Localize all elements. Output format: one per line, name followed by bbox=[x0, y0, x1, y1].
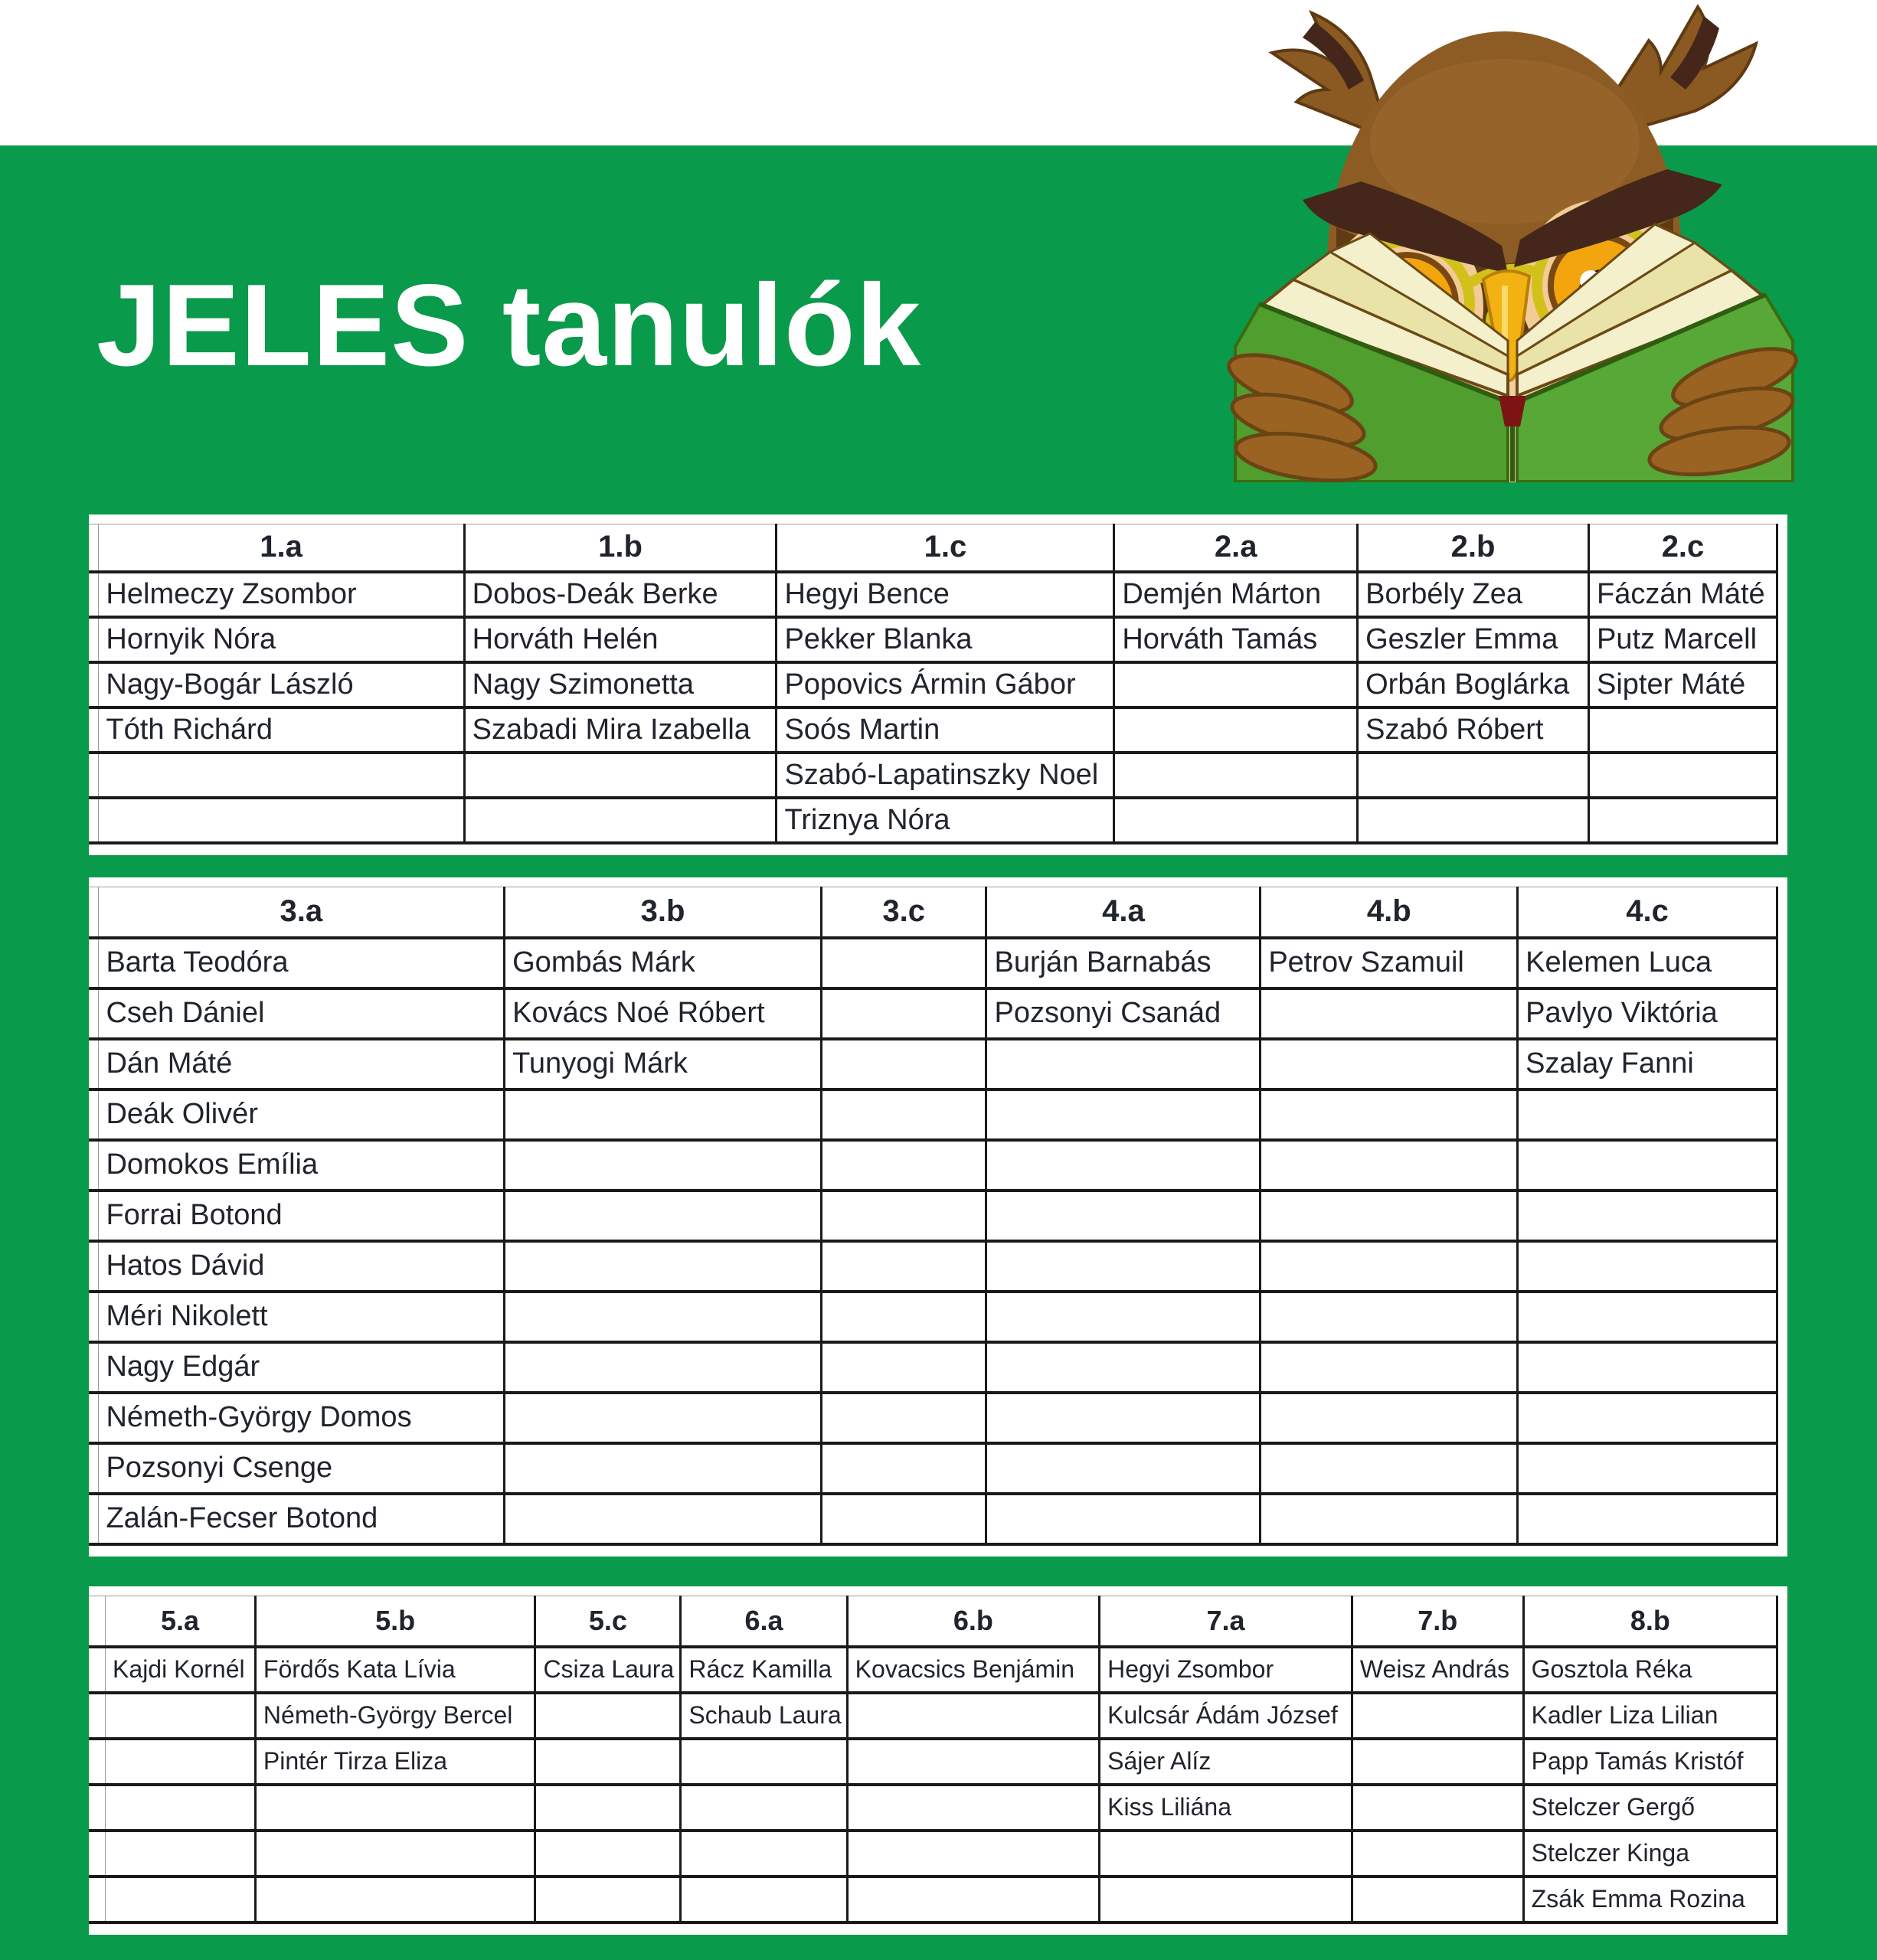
student-name-cell: Stelczer Gergő bbox=[1523, 1785, 1777, 1831]
student-name-cell: Stelczer Kinga bbox=[1523, 1831, 1777, 1877]
cropped-column-sliver bbox=[89, 1693, 106, 1739]
column-header-2.a: 2.a bbox=[1114, 524, 1358, 572]
student-name-cell: Kovacsics Benjámin bbox=[847, 1647, 1099, 1693]
student-name-cell: Domokos Emília bbox=[99, 1140, 505, 1191]
student-name-cell: Pozsonyi Csenge bbox=[99, 1443, 505, 1494]
cropped-column-sliver bbox=[89, 662, 99, 707]
student-name-cell: Kelemen Luca bbox=[1518, 938, 1777, 988]
table-row bbox=[89, 798, 1777, 843]
student-name-cell: Németh-György Bercel bbox=[255, 1693, 535, 1739]
students-table-grades-3-4 bbox=[89, 887, 1778, 1546]
cropped-column-sliver bbox=[89, 572, 99, 617]
table-row bbox=[89, 1241, 1777, 1292]
empty-cell bbox=[847, 1785, 1099, 1831]
table-row bbox=[89, 707, 1777, 753]
empty-cell bbox=[1352, 1693, 1523, 1739]
student-name-cell: Nagy Szimonetta bbox=[464, 662, 777, 707]
grades-5-8-table-section bbox=[89, 1586, 1787, 1935]
cropped-column-sliver bbox=[89, 1831, 106, 1877]
student-name-cell: Sájer Alíz bbox=[1100, 1739, 1352, 1785]
empty-cell bbox=[255, 1785, 535, 1831]
table-row bbox=[89, 1393, 1777, 1443]
empty-cell bbox=[106, 1831, 256, 1877]
empty-cell bbox=[681, 1877, 847, 1922]
student-name-cell: Barta Teodóra bbox=[99, 938, 505, 988]
column-header-4.a: 4.a bbox=[986, 887, 1261, 938]
student-name-cell: Demjén Márton bbox=[1114, 572, 1358, 617]
empty-cell bbox=[505, 1140, 822, 1191]
empty-cell bbox=[505, 1342, 822, 1393]
grades-1-2-table-section bbox=[89, 514, 1787, 855]
student-name-cell: Borbély Zea bbox=[1358, 572, 1589, 617]
student-name-cell: Popovics Ármin Gábor bbox=[777, 662, 1114, 707]
column-header-3.a: 3.a bbox=[99, 887, 505, 938]
empty-cell bbox=[1261, 1140, 1518, 1191]
empty-cell bbox=[986, 1292, 1261, 1342]
column-header-2.c: 2.c bbox=[1589, 524, 1777, 572]
empty-cell bbox=[986, 1191, 1261, 1241]
empty-cell bbox=[821, 1292, 986, 1342]
empty-cell bbox=[99, 798, 464, 843]
empty-cell bbox=[505, 1443, 822, 1494]
student-name-cell: Dobos-Deák Berke bbox=[464, 572, 777, 617]
empty-cell bbox=[535, 1739, 681, 1785]
table-row bbox=[89, 753, 1777, 798]
table-row bbox=[89, 1039, 1777, 1089]
student-name-cell: Putz Marcell bbox=[1589, 617, 1777, 662]
empty-cell bbox=[1518, 1191, 1777, 1241]
student-name-cell: Zsák Emma Rozina bbox=[1523, 1877, 1777, 1922]
cropped-column-sliver bbox=[89, 1877, 106, 1922]
student-name-cell: Szabó Róbert bbox=[1358, 707, 1589, 753]
empty-cell bbox=[681, 1785, 847, 1831]
student-name-cell: Weisz András bbox=[1352, 1647, 1523, 1693]
table-row bbox=[89, 1191, 1777, 1241]
empty-cell bbox=[1114, 798, 1358, 843]
empty-cell bbox=[1114, 707, 1358, 753]
student-name-cell: Kovács Noé Róbert bbox=[505, 988, 822, 1039]
header-row bbox=[89, 1596, 1777, 1647]
student-name-cell: Schaub Laura bbox=[681, 1693, 847, 1739]
student-name-cell: Orbán Boglárka bbox=[1358, 662, 1589, 707]
student-name-cell: Kiss Liliána bbox=[1100, 1785, 1352, 1831]
student-name-cell: Németh-György Domos bbox=[99, 1393, 505, 1443]
empty-cell bbox=[106, 1739, 256, 1785]
empty-cell bbox=[1589, 707, 1777, 753]
cropped-column-sliver bbox=[89, 617, 99, 662]
column-header-1.c: 1.c bbox=[777, 524, 1114, 572]
empty-cell bbox=[1589, 753, 1777, 798]
empty-cell bbox=[1518, 1342, 1777, 1393]
students-table-grades-5-8 bbox=[89, 1596, 1778, 1924]
empty-cell bbox=[986, 1140, 1261, 1191]
empty-cell bbox=[821, 938, 986, 988]
cropped-column-sliver bbox=[89, 1292, 99, 1342]
student-name-cell: Dán Máté bbox=[99, 1039, 505, 1089]
student-name-cell: Helmeczy Zsombor bbox=[99, 572, 464, 617]
empty-cell bbox=[821, 1039, 986, 1089]
table-row bbox=[89, 1693, 1777, 1739]
column-header-7.a: 7.a bbox=[1100, 1596, 1352, 1647]
student-name-cell: Szabadi Mira Izabella bbox=[464, 707, 777, 753]
column-header-3.c: 3.c bbox=[821, 887, 986, 938]
table-row bbox=[89, 1089, 1777, 1140]
column-header-5.b: 5.b bbox=[255, 1596, 535, 1647]
empty-cell bbox=[1518, 1494, 1777, 1544]
empty-cell bbox=[1114, 753, 1358, 798]
student-name-cell: Petrov Szamuil bbox=[1261, 938, 1518, 988]
empty-cell bbox=[106, 1877, 256, 1922]
empty-cell bbox=[255, 1877, 535, 1922]
cropped-column-sliver bbox=[89, 1039, 99, 1089]
empty-cell bbox=[1352, 1739, 1523, 1785]
student-name-cell: Cseh Dániel bbox=[99, 988, 505, 1039]
column-header-3.b: 3.b bbox=[505, 887, 822, 938]
empty-cell bbox=[1261, 1494, 1518, 1544]
student-name-cell: Hornyik Nóra bbox=[99, 617, 464, 662]
cropped-column-sliver bbox=[89, 1241, 99, 1292]
cropped-column-sliver bbox=[89, 1739, 106, 1785]
empty-cell bbox=[847, 1831, 1099, 1877]
empty-cell bbox=[1261, 1039, 1518, 1089]
cropped-column-sliver bbox=[89, 1785, 106, 1831]
cropped-column-sliver bbox=[89, 1191, 99, 1241]
student-name-cell: Forrai Botond bbox=[99, 1191, 505, 1241]
empty-cell bbox=[505, 1191, 822, 1241]
cropped-column-sliver bbox=[89, 1342, 99, 1393]
cropped-column-sliver bbox=[89, 753, 99, 798]
empty-cell bbox=[99, 753, 464, 798]
column-header-1.b: 1.b bbox=[464, 524, 777, 572]
empty-cell bbox=[986, 1393, 1261, 1443]
column-header-6.a: 6.a bbox=[681, 1596, 847, 1647]
column-header-5.c: 5.c bbox=[535, 1596, 681, 1647]
cropped-column-sliver bbox=[89, 988, 99, 1039]
empty-cell bbox=[505, 1241, 822, 1292]
student-name-cell: Nagy-Bogár László bbox=[99, 662, 464, 707]
student-name-cell: Pekker Blanka bbox=[777, 617, 1114, 662]
empty-cell bbox=[535, 1831, 681, 1877]
empty-cell bbox=[1261, 1342, 1518, 1393]
column-header-7.b: 7.b bbox=[1352, 1596, 1523, 1647]
table-row bbox=[89, 1342, 1777, 1393]
student-name-cell: Fáczán Máté bbox=[1589, 572, 1777, 617]
header-row bbox=[89, 524, 1777, 572]
empty-cell bbox=[986, 1039, 1261, 1089]
empty-cell bbox=[1100, 1877, 1352, 1922]
table-row bbox=[89, 1877, 1777, 1922]
empty-cell bbox=[821, 1342, 986, 1393]
students-table-grades-1-2 bbox=[89, 524, 1778, 844]
column-header-6.b: 6.b bbox=[847, 1596, 1099, 1647]
student-name-cell: Triznya Nóra bbox=[777, 798, 1114, 843]
column-header-2.b: 2.b bbox=[1358, 524, 1589, 572]
empty-cell bbox=[1518, 1393, 1777, 1443]
table-row bbox=[89, 1785, 1777, 1831]
empty-cell bbox=[1261, 1443, 1518, 1494]
cropped-column-sliver bbox=[89, 1647, 106, 1693]
empty-cell bbox=[1518, 1292, 1777, 1342]
student-name-cell: Nagy Edgár bbox=[99, 1342, 505, 1393]
cropped-column-sliver bbox=[89, 1443, 99, 1494]
table-row bbox=[89, 662, 1777, 707]
table-row bbox=[89, 938, 1777, 988]
empty-cell bbox=[464, 753, 777, 798]
cropped-column-sliver bbox=[89, 798, 99, 843]
student-name-cell: Gosztola Réka bbox=[1523, 1647, 1777, 1693]
table-row bbox=[89, 1647, 1777, 1693]
empty-cell bbox=[535, 1693, 681, 1739]
empty-cell bbox=[681, 1831, 847, 1877]
cropped-column-sliver bbox=[89, 1393, 99, 1443]
empty-cell bbox=[847, 1693, 1099, 1739]
empty-cell bbox=[1518, 1443, 1777, 1494]
table-row bbox=[89, 988, 1777, 1039]
column-header-5.a: 5.a bbox=[106, 1596, 256, 1647]
table-row bbox=[89, 1739, 1777, 1785]
empty-cell bbox=[986, 1241, 1261, 1292]
cropped-column-sliver bbox=[89, 1494, 99, 1544]
page-title: JELES tanulók bbox=[96, 260, 922, 390]
empty-cell bbox=[1358, 753, 1589, 798]
empty-cell bbox=[1261, 1241, 1518, 1292]
student-name-cell: Szabó-Lapatinszky Noel bbox=[777, 753, 1114, 798]
column-header-4.b: 4.b bbox=[1261, 887, 1518, 938]
empty-cell bbox=[1352, 1785, 1523, 1831]
empty-cell bbox=[847, 1739, 1099, 1785]
empty-cell bbox=[255, 1831, 535, 1877]
column-header-1.a: 1.a bbox=[99, 524, 464, 572]
student-name-cell: Tóth Richárd bbox=[99, 707, 464, 753]
student-name-cell: Csiza Laura bbox=[535, 1647, 681, 1693]
student-name-cell: Hegyi Bence bbox=[777, 572, 1114, 617]
student-name-cell: Horváth Helén bbox=[464, 617, 777, 662]
student-name-cell: Hatos Dávid bbox=[99, 1241, 505, 1292]
header-row bbox=[89, 887, 1777, 938]
student-name-cell: Pintér Tirza Eliza bbox=[255, 1739, 535, 1785]
student-name-cell: Pozsonyi Csanád bbox=[986, 988, 1261, 1039]
empty-cell bbox=[681, 1739, 847, 1785]
empty-cell bbox=[1261, 1393, 1518, 1443]
student-name-cell: Kadler Liza Lilian bbox=[1523, 1693, 1777, 1739]
student-name-cell: Soós Martin bbox=[777, 707, 1114, 753]
empty-cell bbox=[106, 1785, 256, 1831]
empty-cell bbox=[535, 1877, 681, 1922]
empty-cell bbox=[821, 1191, 986, 1241]
student-name-cell: Hegyi Zsombor bbox=[1100, 1647, 1352, 1693]
student-name-cell: Kajdi Kornél bbox=[106, 1647, 256, 1693]
empty-cell bbox=[986, 1342, 1261, 1393]
grades-3-4-table-section bbox=[89, 877, 1787, 1557]
student-name-cell: Burján Barnabás bbox=[986, 938, 1261, 988]
empty-cell bbox=[505, 1292, 822, 1342]
empty-cell bbox=[821, 1393, 986, 1443]
cropped-column-sliver bbox=[89, 1140, 99, 1191]
empty-cell bbox=[821, 1494, 986, 1544]
empty-cell bbox=[847, 1877, 1099, 1922]
student-name-cell: Rácz Kamilla bbox=[681, 1647, 847, 1693]
cropped-column-sliver bbox=[89, 1089, 99, 1140]
table-row bbox=[89, 1140, 1777, 1191]
cropped-column-sliver bbox=[89, 938, 99, 988]
student-name-cell: Tunyogi Márk bbox=[505, 1039, 822, 1089]
student-name-cell: Geszler Emma bbox=[1358, 617, 1589, 662]
empty-cell bbox=[1114, 662, 1358, 707]
empty-cell bbox=[1352, 1831, 1523, 1877]
owl-reading-book-illustration bbox=[1214, 0, 1819, 482]
empty-cell bbox=[1261, 1191, 1518, 1241]
empty-cell bbox=[1589, 798, 1777, 843]
column-header-4.c: 4.c bbox=[1518, 887, 1777, 938]
empty-cell bbox=[1518, 1089, 1777, 1140]
empty-cell bbox=[1518, 1241, 1777, 1292]
student-name-cell: Papp Tamás Kristóf bbox=[1523, 1739, 1777, 1785]
empty-cell bbox=[106, 1693, 256, 1739]
empty-cell bbox=[821, 1241, 986, 1292]
column-header-8.b: 8.b bbox=[1523, 1596, 1777, 1647]
empty-cell bbox=[1352, 1877, 1523, 1922]
student-name-cell: Szalay Fanni bbox=[1518, 1039, 1777, 1089]
cropped-column-sliver bbox=[89, 887, 99, 938]
empty-cell bbox=[505, 1089, 822, 1140]
empty-cell bbox=[1261, 1089, 1518, 1140]
table-row bbox=[89, 1443, 1777, 1494]
empty-cell bbox=[1358, 798, 1589, 843]
table-row bbox=[89, 1292, 1777, 1342]
student-name-cell: Méri Nikolett bbox=[99, 1292, 505, 1342]
student-name-cell: Horváth Tamás bbox=[1114, 617, 1358, 662]
empty-cell bbox=[535, 1785, 681, 1831]
empty-cell bbox=[1261, 1292, 1518, 1342]
cropped-column-sliver bbox=[89, 1596, 106, 1647]
table-row bbox=[89, 572, 1777, 617]
student-name-cell: Pavlyo Viktória bbox=[1518, 988, 1777, 1039]
student-name-cell: Gombás Márk bbox=[505, 938, 822, 988]
empty-cell bbox=[821, 1089, 986, 1140]
cropped-column-sliver bbox=[89, 707, 99, 753]
empty-cell bbox=[1518, 1140, 1777, 1191]
empty-cell bbox=[505, 1494, 822, 1544]
empty-cell bbox=[1100, 1831, 1352, 1877]
empty-cell bbox=[821, 1443, 986, 1494]
empty-cell bbox=[821, 988, 986, 1039]
table-row bbox=[89, 1494, 1777, 1544]
student-name-cell: Deák Olivér bbox=[99, 1089, 505, 1140]
student-name-cell: Sipter Máté bbox=[1589, 662, 1777, 707]
empty-cell bbox=[986, 1089, 1261, 1140]
student-name-cell: Fördős Kata Lívia bbox=[255, 1647, 535, 1693]
empty-cell bbox=[986, 1494, 1261, 1544]
table-row bbox=[89, 1831, 1777, 1877]
empty-cell bbox=[821, 1140, 986, 1191]
empty-cell bbox=[505, 1393, 822, 1443]
empty-cell bbox=[464, 798, 777, 843]
cropped-column-sliver bbox=[89, 524, 99, 572]
student-name-cell: Kulcsár Ádám József bbox=[1100, 1693, 1352, 1739]
empty-cell bbox=[986, 1443, 1261, 1494]
table-row bbox=[89, 617, 1777, 662]
empty-cell bbox=[1261, 988, 1518, 1039]
student-name-cell: Zalán-Fecser Botond bbox=[99, 1494, 505, 1544]
